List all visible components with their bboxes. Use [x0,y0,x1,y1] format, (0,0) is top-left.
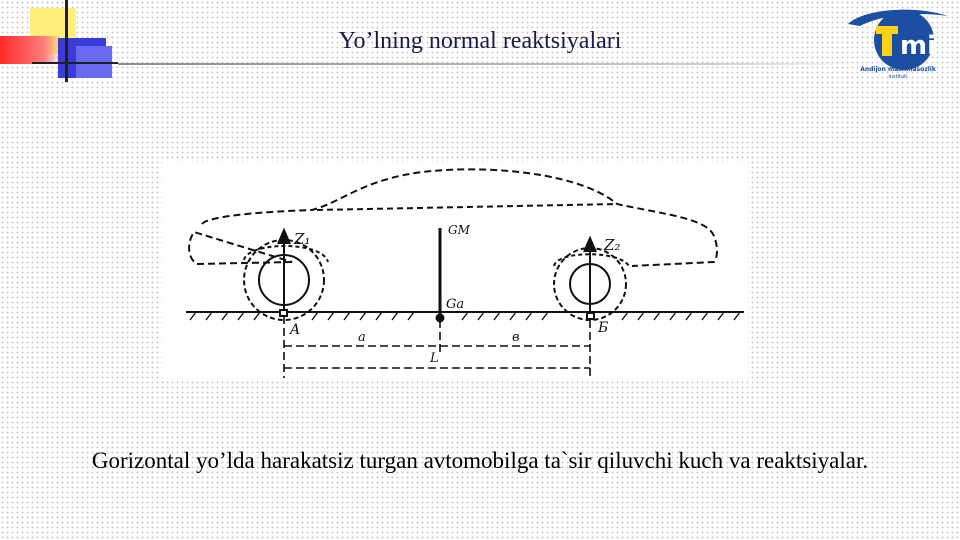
car-reactions-diagram [162,162,748,378]
point-a-marker [280,310,287,316]
car-roof-line [317,204,617,210]
label-gm-top: GM [448,223,470,237]
logo-name-line2: instituti [888,74,908,80]
rear-wheel [554,248,630,320]
logo-name-line1: Andijon mashinasozlik [860,66,936,73]
car-body-outline [189,169,717,266]
slide-title: Yo’lning normal reaktsiyalari [338,28,622,54]
label-point-b: Б [598,320,609,336]
corner-horizontal-line [32,62,118,64]
label-ga: Gа [446,297,465,312]
figure-caption: Gorizontal yo’lda harakatsiz turgan avtomobilga ta`sir qiluvchi kuch va reaktsiyalar. [91,448,869,473]
label-dim-l: L [430,351,439,366]
point-b-marker [587,313,594,319]
label-z1: Z₁ [294,230,311,248]
label-point-a: A [290,322,301,338]
weight-vector [437,228,444,322]
institute-logo [842,4,954,80]
logo-emblem [848,10,948,70]
reaction-z2-arrow [584,238,596,312]
reaction-z1-arrow [278,230,290,312]
label-dim-a: a [358,330,366,345]
label-dim-b: в [512,330,520,345]
svg-text:mi: mi [900,31,937,61]
dimension-lines [284,316,590,378]
label-z2: Z₂ [604,236,621,254]
front-wheel [244,240,328,320]
title-underline [118,63,863,65]
